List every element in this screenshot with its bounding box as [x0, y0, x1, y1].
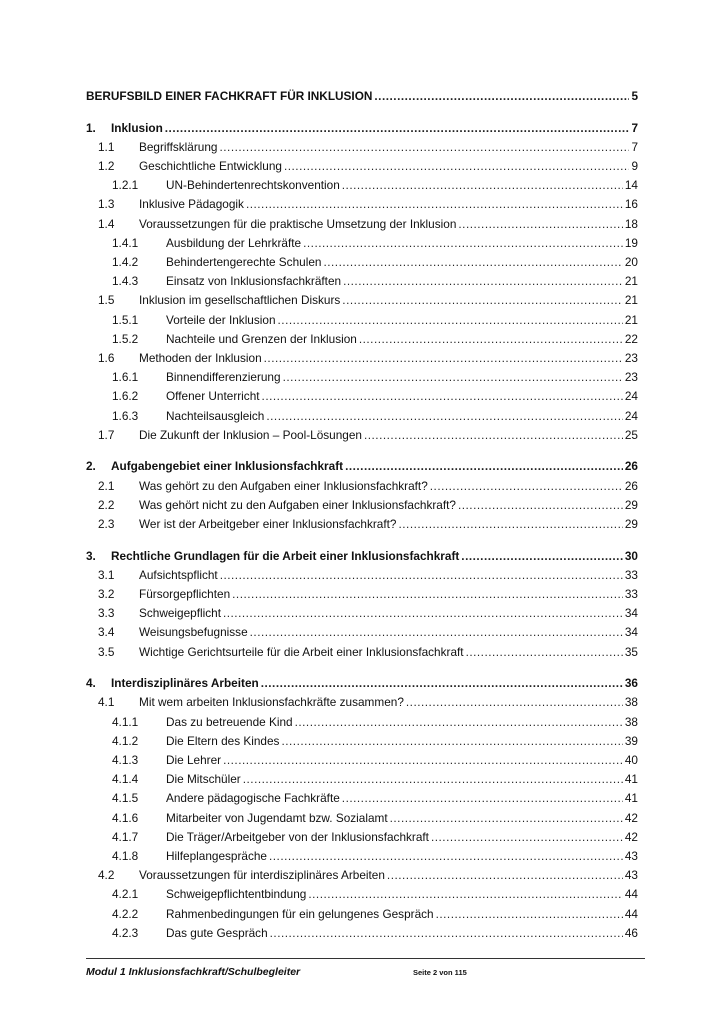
toc-entry-line — [166, 407, 638, 426]
toc-entry[interactable] — [86, 713, 638, 732]
toc-entry-page: 23 — [624, 350, 638, 365]
toc-entry-title: Rahmenbedingungen für ein gelungenes Gespräch — [166, 906, 434, 921]
toc-dot-leader — [264, 349, 623, 368]
toc-dot-leader — [323, 253, 622, 272]
toc-entry[interactable] — [86, 195, 638, 214]
toc-entry-line — [139, 566, 638, 585]
toc-entry-page: 22 — [624, 331, 638, 346]
toc-entry-number: 1.2 — [98, 159, 115, 174]
toc-entry-line — [111, 674, 638, 693]
toc-entry-number: 1.3 — [98, 197, 115, 212]
toc-dot-leader — [303, 234, 623, 253]
toc-entry-line — [166, 885, 638, 904]
toc-entry[interactable] — [86, 253, 638, 272]
toc-entry[interactable] — [86, 215, 638, 234]
toc-entry[interactable] — [86, 119, 638, 138]
toc-entry-number: 4.1.2 — [112, 733, 139, 748]
toc-entry-title: Mit wem arbeiten Inklusionsfachkräfte zusammen? — [139, 695, 404, 710]
toc-entry-line — [139, 496, 638, 515]
toc-entry-title: Schweigepflicht — [139, 606, 221, 621]
toc-entry-page: 29 — [624, 516, 638, 531]
toc-entry-number: 1.6 — [98, 350, 115, 365]
toc-entry-number: 1.4.1 — [112, 235, 139, 250]
toc-dot-leader — [243, 770, 623, 789]
toc-dot-leader — [431, 828, 623, 847]
toc-dot-leader — [283, 368, 623, 387]
toc-dot-leader — [359, 330, 623, 349]
toc-entry-title: Ausbildung der Lehrkräfte — [166, 235, 302, 250]
toc-entry-page: 33 — [624, 587, 638, 601]
toc-entry-line — [139, 604, 638, 623]
toc-dot-leader — [165, 119, 630, 138]
toc-dot-leader — [308, 885, 623, 904]
toc-entry-title: Interdisziplinäres Arbeiten — [111, 676, 259, 691]
toc-entry-page: 7 — [631, 120, 638, 135]
toc-entry-title: Inklusive Pädagogik — [139, 197, 244, 212]
toc-entry-page: 21 — [624, 274, 638, 289]
toc-entry-page: 43 — [624, 868, 638, 883]
toc-entry-number: 4. — [86, 676, 96, 691]
toc-entry[interactable] — [86, 885, 638, 904]
toc-entry-page: 21 — [624, 293, 638, 308]
toc-entry[interactable] — [86, 87, 638, 106]
toc-entry-title: Hilfeplangespräche — [166, 848, 267, 863]
toc-dot-leader — [281, 732, 622, 751]
toc-entry-number: 3.1 — [98, 567, 115, 582]
toc-entry-title: Nachteilsausgleich — [166, 408, 265, 423]
toc-entry-line — [111, 457, 638, 476]
toc-entry-number: 1.4.3 — [112, 274, 139, 289]
toc-entry-page: 34 — [624, 625, 638, 640]
toc-dot-leader — [387, 866, 623, 885]
toc-entry-title: Was gehört nicht zu den Aufgaben einer Inklusionsfachkraft? — [139, 497, 456, 512]
toc-entry[interactable] — [86, 623, 638, 642]
toc-entry-page: 36 — [624, 676, 638, 691]
toc-entry-number: 3.5 — [98, 644, 115, 659]
toc-dot-leader — [342, 176, 623, 195]
toc-entry-page: 38 — [624, 695, 638, 710]
toc-entry[interactable] — [86, 828, 638, 847]
footer-divider — [86, 958, 645, 959]
toc-entry-line — [139, 157, 638, 176]
toc-entry[interactable] — [86, 176, 638, 195]
toc-entry-title: Voraussetzungen für die praktische Umsetzung der Inklusion — [139, 216, 457, 231]
toc-entry-line — [139, 291, 638, 310]
toc-entry-title: Aufgabengebiet einer Inklusionsfachkraft — [111, 459, 344, 474]
toc-entry[interactable] — [86, 496, 638, 515]
toc-entry-number: 1.4 — [98, 216, 115, 231]
toc-dot-leader — [220, 566, 623, 585]
toc-entry-title: Die Mitschüler — [166, 772, 241, 787]
toc-entry-number: 4.2.3 — [112, 925, 139, 940]
toc-entry-page: 26 — [624, 459, 638, 474]
toc-dot-leader — [345, 457, 623, 476]
toc-entry-page: 41 — [624, 772, 638, 787]
toc-entry-line — [166, 732, 638, 751]
toc-entry-title: Begriffsklärung — [139, 139, 218, 154]
toc-entry-page: 34 — [624, 606, 638, 621]
toc-entry-line — [139, 693, 638, 712]
toc-entry[interactable] — [86, 643, 638, 662]
toc-dot-leader — [295, 713, 623, 732]
toc-entry-line — [166, 924, 638, 943]
toc-dot-leader — [262, 387, 623, 406]
toc-entry-title: Einsatz von Inklusionsfachkräften — [166, 274, 342, 289]
toc-entry-page: 16 — [624, 197, 638, 212]
toc-entry-number: 1.2.1 — [112, 178, 139, 193]
toc-entry[interactable] — [86, 809, 638, 828]
toc-dot-leader — [390, 809, 623, 828]
toc-entry-number: 3. — [86, 548, 96, 563]
toc-entry-title: Inklusion — [111, 120, 163, 135]
toc-entry-title: Die Eltern des Kindes — [166, 733, 280, 748]
toc-entry-line — [139, 515, 638, 534]
toc-entry-title: Voraussetzungen für interdisziplinäres Arbeiten — [139, 868, 385, 883]
toc-entry-page: 19 — [624, 235, 638, 250]
toc-entry[interactable] — [86, 387, 638, 406]
toc-entry[interactable] — [86, 291, 638, 310]
toc-entry-title: Andere pädagogische Fachkräfte — [166, 791, 340, 806]
toc-entry-page: 42 — [624, 810, 638, 825]
toc-entry-number: 1. — [86, 120, 96, 135]
toc-entry-page: 5 — [631, 89, 638, 103]
toc-entry-line — [166, 176, 638, 195]
toc-entry[interactable] — [86, 847, 638, 866]
toc-entry-line — [139, 215, 638, 234]
toc-entry-page: 7 — [631, 139, 638, 154]
toc-entry-number: 3.3 — [98, 606, 115, 621]
toc-entry[interactable] — [86, 234, 638, 253]
toc-entry-page: 42 — [624, 829, 638, 844]
toc-entry-line — [139, 349, 638, 368]
toc-dot-leader — [374, 87, 629, 106]
toc-entry-page: 46 — [624, 925, 638, 940]
toc-entry-line — [166, 368, 638, 387]
toc-entry-title: Nachteile und Grenzen der Inklusion — [166, 331, 357, 346]
toc-entry-title: Geschichtliche Entwicklung — [139, 159, 282, 174]
toc-entry-number: 3.4 — [98, 625, 115, 640]
toc-entry-line — [166, 272, 638, 291]
toc-entry[interactable] — [86, 330, 638, 349]
toc-dot-leader — [458, 215, 622, 234]
toc-entry-number: 4.1.8 — [112, 848, 139, 863]
toc-entry-title: Wer ist der Arbeitgeber einer Inklusionsfachkraft? — [139, 516, 397, 531]
toc-dot-leader — [458, 496, 623, 515]
toc-entry[interactable] — [86, 426, 638, 445]
toc-dot-leader — [278, 311, 623, 330]
toc-entry-page: 29 — [624, 497, 638, 512]
toc-entry-title: Das gute Gespräch — [166, 925, 268, 940]
toc-entry-number: 1.4.2 — [112, 255, 139, 269]
toc-entry-line — [166, 809, 638, 828]
toc-entry-title: Behindertengerechte Schulen — [166, 255, 322, 269]
toc-entry-line — [166, 234, 638, 253]
toc-entry[interactable] — [86, 693, 638, 712]
toc-entry-number: 2. — [86, 459, 96, 474]
toc-entry-number: 4.1.4 — [112, 772, 139, 787]
toc-entry-title: Die Träger/Arbeitgeber von der Inklusionsfachkraft — [166, 829, 429, 844]
toc-entry[interactable] — [86, 770, 638, 789]
toc-entry-title: Rechtliche Grundlagen für die Arbeit einer Inklusionsfachkraft — [111, 548, 460, 563]
toc-entry-line — [139, 138, 638, 157]
toc-dot-leader — [364, 426, 623, 445]
footer-page-number: Seite 2 von 115 — [413, 968, 467, 977]
toc-entry-page: 33 — [624, 567, 638, 582]
toc-entry-number: 1.5.1 — [112, 312, 139, 327]
toc-dot-leader — [219, 138, 629, 157]
toc-entry[interactable] — [86, 515, 638, 534]
toc-entry-page: 26 — [624, 478, 638, 493]
toc-dot-leader — [398, 515, 622, 534]
toc-entry-number: 1.6.3 — [112, 408, 139, 423]
toc-entry-line — [166, 387, 638, 406]
table-of-contents — [86, 87, 638, 943]
toc-entry-page: 20 — [624, 255, 638, 269]
toc-dot-leader — [246, 195, 623, 214]
toc-entry-page: 18 — [624, 216, 638, 231]
toc-entry[interactable] — [86, 457, 638, 476]
toc-dot-leader — [232, 585, 623, 604]
toc-entry-title: Aufsichtspflicht — [139, 567, 218, 582]
toc-entry-page: 24 — [624, 389, 638, 404]
toc-entry-title: Methoden der Inklusion — [139, 350, 262, 365]
toc-entry-title: Offener Unterricht — [166, 389, 260, 404]
toc-dot-leader — [342, 789, 623, 808]
toc-entry[interactable] — [86, 311, 638, 330]
toc-entry[interactable] — [86, 349, 638, 368]
toc-entry-number: 4.1.5 — [112, 791, 139, 806]
toc-entry-line — [166, 770, 638, 789]
toc-entry-title: Mitarbeiter von Jugendamt bzw. Sozialamt — [166, 810, 388, 825]
toc-entry-line — [139, 623, 638, 642]
toc-entry-line — [166, 905, 638, 924]
toc-dot-leader — [436, 905, 623, 924]
toc-entry-number: 2.3 — [98, 516, 115, 531]
toc-entry-number: 1.7 — [98, 427, 115, 442]
toc-entry[interactable] — [86, 585, 638, 604]
toc-dot-leader — [223, 604, 623, 623]
toc-entry[interactable] — [86, 905, 638, 924]
toc-entry-line — [166, 751, 638, 770]
toc-entry-line — [166, 330, 638, 349]
toc-entry-line — [166, 713, 638, 732]
toc-entry-title: UN-Behindertenrechtskonvention — [166, 178, 340, 193]
toc-dot-leader — [430, 477, 623, 496]
toc-entry-title: Inklusion im gesellschaftlichen Diskurs — [139, 293, 341, 308]
toc-entry-number: 4.2 — [98, 868, 115, 883]
toc-entry-page: 35 — [624, 644, 638, 659]
toc-entry-line — [166, 828, 638, 847]
toc-entry-number: 4.1.7 — [112, 829, 139, 844]
toc-dot-leader — [343, 272, 623, 291]
toc-entry-page: 44 — [624, 906, 638, 921]
toc-entry[interactable] — [86, 674, 638, 693]
toc-entry[interactable] — [86, 924, 638, 943]
toc-entry-number: 1.1 — [98, 139, 115, 154]
toc-entry-page: 21 — [624, 312, 638, 327]
toc-entry-number: 2.1 — [98, 478, 115, 493]
toc-entry-title: Binnendifferenzierung — [166, 370, 281, 385]
toc-entry[interactable] — [86, 477, 638, 496]
toc-entry-page: 24 — [624, 408, 638, 423]
toc-entry[interactable] — [86, 604, 638, 623]
toc-entry-page: 43 — [624, 848, 638, 863]
toc-entry-page: 41 — [624, 791, 638, 806]
toc-entry[interactable] — [86, 789, 638, 808]
toc-dot-leader — [250, 623, 623, 642]
toc-entry-line — [139, 477, 638, 496]
toc-dot-leader — [223, 751, 623, 770]
toc-dot-leader — [461, 547, 623, 566]
toc-entry-page: 40 — [624, 753, 638, 767]
toc-entry-title: Vorteile der Inklusion — [166, 312, 276, 327]
toc-entry-line — [86, 87, 638, 106]
toc-entry-page: 23 — [624, 370, 638, 385]
toc-entry[interactable] — [86, 157, 638, 176]
toc-entry-title: Die Lehrer — [166, 753, 222, 767]
footer-module-title: Modul 1 Inklusionsfachkraft/Schulbegleiter — [86, 966, 301, 978]
toc-entry-line — [166, 311, 638, 330]
toc-entry-line — [139, 585, 638, 604]
toc-entry-line — [139, 866, 638, 885]
toc-entry[interactable] — [86, 751, 638, 770]
toc-entry-page: 25 — [624, 427, 638, 442]
toc-entry-line — [166, 847, 638, 866]
toc-entry-page: 38 — [624, 714, 638, 729]
toc-entry-number: 1.6.2 — [112, 389, 139, 404]
toc-entry-title: BERUFSBILD EINER FACHKRAFT FÜR INKLUSION — [86, 89, 373, 103]
toc-entry-title: Schweigepflichtentbindung — [166, 887, 307, 902]
toc-entry-page: 14 — [624, 178, 638, 193]
toc-entry-number: 3.2 — [98, 587, 115, 601]
toc-dot-leader — [269, 847, 623, 866]
toc-entry-number: 4.2.1 — [112, 887, 139, 902]
toc-entry[interactable] — [86, 368, 638, 387]
toc-entry-number: 4.1 — [98, 695, 115, 710]
toc-entry-line — [139, 643, 638, 662]
toc-entry-title: Was gehört zu den Aufgaben einer Inklusionsfachkraft? — [139, 478, 428, 493]
toc-entry[interactable] — [86, 272, 638, 291]
toc-entry-number: 4.1.6 — [112, 810, 139, 825]
toc-entry[interactable] — [86, 732, 638, 751]
toc-entry[interactable] — [86, 407, 638, 426]
toc-dot-leader — [266, 407, 623, 426]
toc-entry-line — [139, 426, 638, 445]
toc-entry-page: 39 — [624, 733, 638, 748]
toc-entry-number: 1.6.1 — [112, 370, 139, 385]
toc-entry-line — [166, 253, 638, 272]
toc-entry-title: Die Zukunft der Inklusion – Pool-Lösungen — [139, 427, 362, 442]
toc-dot-leader — [342, 291, 623, 310]
toc-entry-number: 2.2 — [98, 497, 115, 512]
toc-entry[interactable] — [86, 866, 638, 885]
toc-entry[interactable] — [86, 566, 638, 585]
toc-entry-title: Wichtige Gerichtsurteile für die Arbeit einer Inklusionsfachkraft — [139, 644, 464, 659]
toc-entry-title: Weisungsbefugnisse — [139, 625, 248, 640]
toc-entry-line — [111, 547, 638, 566]
toc-entry-number: 4.1.3 — [112, 753, 139, 767]
toc-entry[interactable] — [86, 138, 638, 157]
toc-entry[interactable] — [86, 547, 638, 566]
toc-entry-title: Fürsorgepflichten — [139, 587, 231, 601]
toc-dot-leader — [406, 693, 623, 712]
toc-entry-number: 1.5.2 — [112, 331, 139, 346]
toc-entry-page: 44 — [624, 887, 638, 902]
toc-dot-leader — [466, 643, 623, 662]
toc-dot-leader — [261, 674, 623, 693]
toc-entry-number: 4.2.2 — [112, 906, 139, 921]
toc-entry-page: 30 — [624, 548, 638, 563]
toc-dot-leader — [270, 924, 623, 943]
toc-entry-line — [111, 119, 638, 138]
toc-entry-number: 4.1.1 — [112, 714, 139, 729]
toc-entry-number: 1.5 — [98, 293, 115, 308]
toc-entry-line — [139, 195, 638, 214]
toc-dot-leader — [284, 157, 629, 176]
toc-entry-line — [166, 789, 638, 808]
toc-entry-title: Das zu betreuende Kind — [166, 714, 293, 729]
toc-entry-page: 9 — [631, 159, 638, 174]
